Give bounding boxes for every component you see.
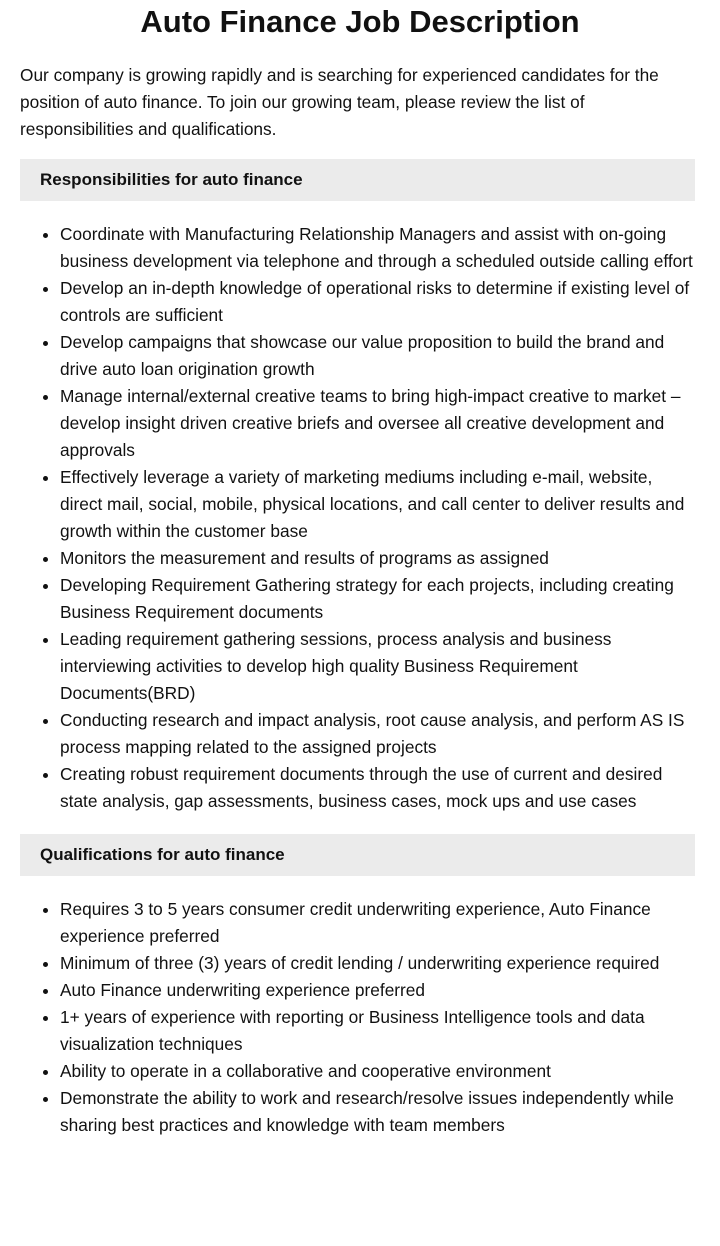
qualifications-heading: Qualifications for auto finance — [20, 834, 695, 876]
responsibility-item: • Developing Requirement Gathering strategy for each projects, including creating Business Requirement documents — [60, 572, 698, 626]
qualification-item: • Ability to operate in a collaborative and cooperative environment — [60, 1058, 698, 1085]
responsibility-item: • Leading requirement gathering sessions, process analysis and business interviewing activities to develop high quality Business Requirement Documents(BRD) — [60, 626, 698, 707]
responsibility-item: • Develop campaigns that showcase our value proposition to build the brand and drive auto loan origination growth — [60, 329, 698, 383]
responsibilities-list — [20, 221, 698, 815]
responsibilities-heading: Responsibilities for auto finance — [20, 159, 695, 201]
qualification-item: • 1+ years of experience with reporting or Business Intelligence tools and data visualization techniques — [60, 1004, 698, 1058]
responsibility-item: • Manage internal/external creative teams to bring high-impact creative to market – develop insight driven creative briefs and oversee all creative development and approvals — [60, 383, 698, 464]
responsibility-item: • Coordinate with Manufacturing Relationship Managers and assist with on-going business development via telephone and through a scheduled outside calling effort — [60, 221, 698, 275]
qualifications-list — [20, 896, 698, 1139]
qualification-item: • Requires 3 to 5 years consumer credit underwriting experience, Auto Finance experience preferred — [60, 896, 698, 950]
qualification-item: • Minimum of three (3) years of credit lending / underwriting experience required — [60, 950, 698, 977]
qualification-item: • Demonstrate the ability to work and research/resolve issues independently while sharing best practices and knowledge with team members — [60, 1085, 698, 1139]
responsibility-item: • Monitors the measurement and results of programs as assigned — [60, 545, 698, 572]
responsibility-item: • Develop an in-depth knowledge of operational risks to determine if existing level of controls are sufficient — [60, 275, 698, 329]
responsibility-item: • Effectively leverage a variety of marketing mediums including e-mail, website, direct mail, social, mobile, physical locations, and call center to deliver results and growth within the customer base — [60, 464, 698, 545]
responsibility-item: • Creating robust requirement documents through the use of current and desired state analysis, gap assessments, business cases, mock ups and use cases — [60, 761, 698, 815]
responsibility-item: • Conducting research and impact analysis, root cause analysis, and perform AS IS process mapping related to the assigned projects — [60, 707, 698, 761]
page-title: Auto Finance Job Description — [140, 4, 580, 39]
intro-paragraph: Our company is growing rapidly and is searching for experienced candidates for the position of auto finance. To join our growing team, please review the list of responsibilities and qualifications. — [20, 65, 659, 139]
qualification-item: • Auto Finance underwriting experience preferred — [60, 977, 698, 1004]
